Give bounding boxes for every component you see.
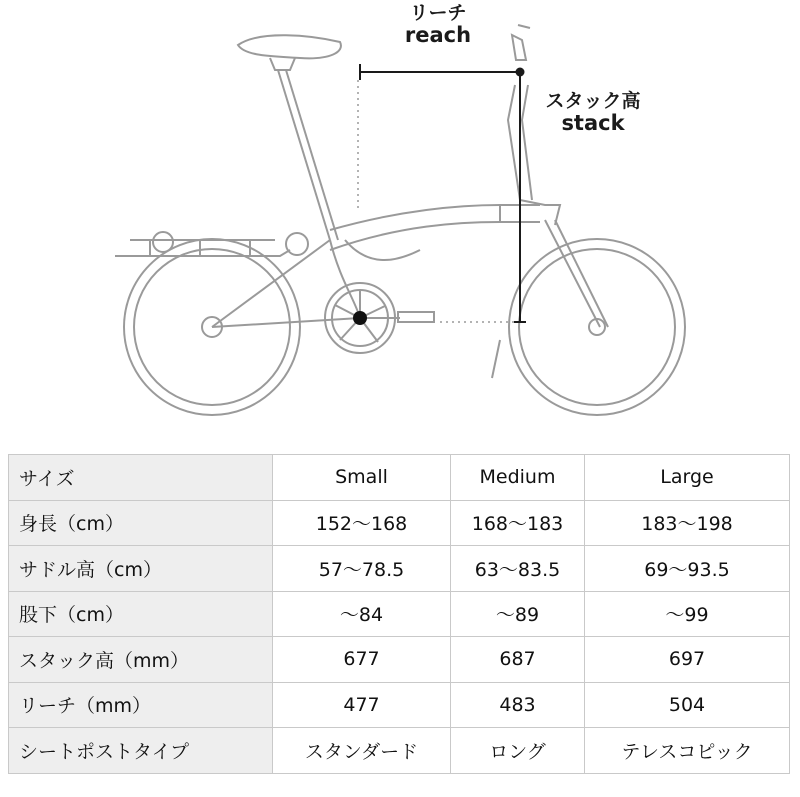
cell-large: 69〜93.5 — [585, 546, 790, 592]
stack-label — [528, 92, 658, 134]
cell-medium: 687 — [451, 637, 585, 683]
table-row — [9, 546, 790, 592]
chainring — [325, 283, 434, 353]
table-row — [9, 682, 790, 728]
row-label: シートポストタイプ — [9, 728, 273, 774]
row-label: 股下（cm） — [9, 591, 273, 637]
cell-small: スタンダード — [273, 728, 451, 774]
cell-medium: 63〜83.5 — [451, 546, 585, 592]
rear-rack — [115, 232, 308, 256]
cell-large: 〜99 — [585, 591, 790, 637]
cell-small: 677 — [273, 637, 451, 683]
table-row — [9, 500, 790, 546]
row-label: 身長（cm） — [9, 500, 273, 546]
cell-small: 477 — [273, 682, 451, 728]
cell-large: 697 — [585, 637, 790, 683]
header-large: Large — [585, 455, 790, 501]
cell-large: 183〜198 — [585, 500, 790, 546]
row-label: リーチ（mm） — [9, 682, 273, 728]
stack-label-en: stack — [561, 110, 625, 135]
size-spec-table — [8, 454, 790, 774]
cell-small: 〜84 — [273, 591, 451, 637]
cell-large: 504 — [585, 682, 790, 728]
bottom-bracket-marker — [353, 311, 367, 325]
header-medium: Medium — [451, 455, 585, 501]
row-label: スタック高（mm） — [9, 637, 273, 683]
cell-small: 57〜78.5 — [273, 546, 451, 592]
frame — [212, 22, 608, 378]
header-size: サイズ — [9, 455, 273, 501]
header-small: Small — [273, 455, 451, 501]
row-label: サドル高（cm） — [9, 546, 273, 592]
front-wheel — [509, 239, 685, 415]
table-row — [9, 728, 790, 774]
table-header-row — [9, 455, 790, 501]
stack-label-jp: スタック高 — [545, 90, 641, 112]
reach-label — [388, 4, 488, 46]
table-row — [9, 637, 790, 683]
saddle — [238, 35, 341, 70]
reach-label-jp: リーチ — [409, 2, 467, 24]
table-row — [9, 591, 790, 637]
cell-large: テレスコピック — [585, 728, 790, 774]
stack-reach-point — [516, 68, 525, 77]
cell-medium: 168〜183 — [451, 500, 585, 546]
seatpost — [278, 70, 330, 240]
cell-medium: 〜89 — [451, 591, 585, 637]
cell-small: 152〜168 — [273, 500, 451, 546]
reach-label-en: reach — [404, 22, 472, 47]
cell-medium: ロング — [451, 728, 585, 774]
cell-medium: 483 — [451, 682, 585, 728]
